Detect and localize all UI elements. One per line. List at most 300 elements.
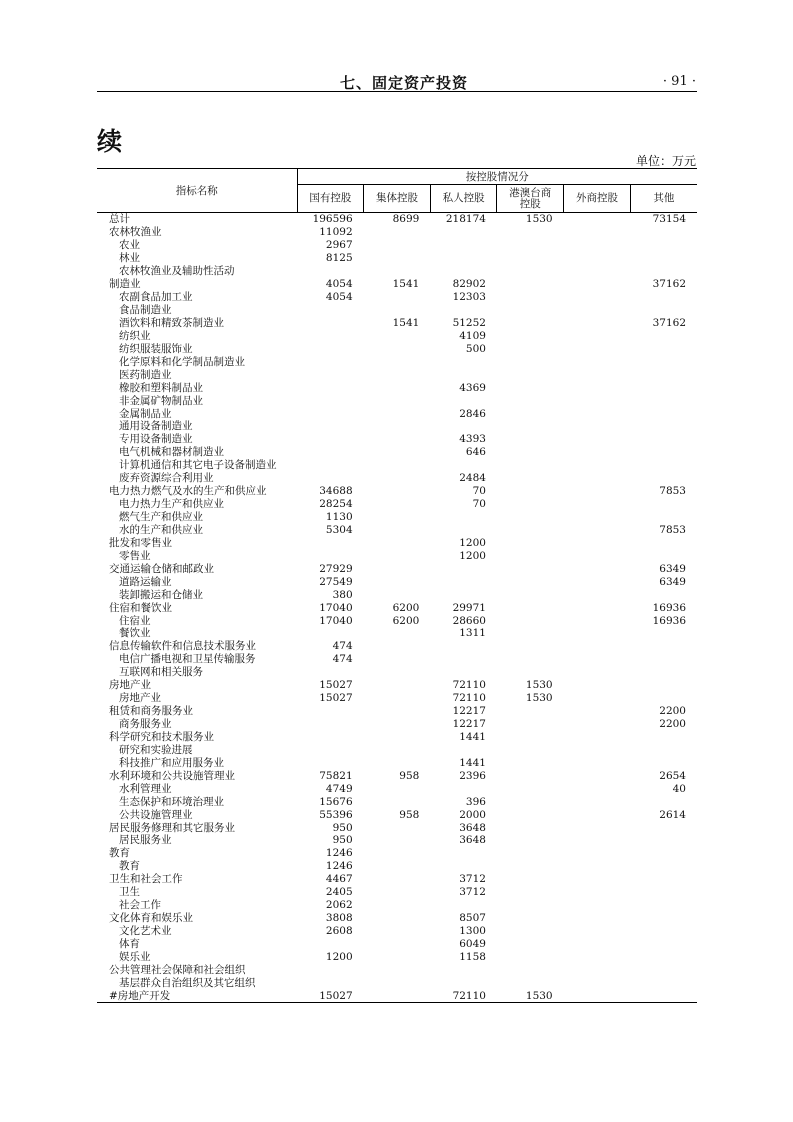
row-label: 农林牧渔业 bbox=[109, 226, 162, 239]
cell-value bbox=[430, 524, 497, 537]
cell-value: 1441 bbox=[459, 756, 486, 769]
cell-value bbox=[564, 653, 631, 666]
cell-value bbox=[364, 795, 431, 808]
cell-value: 40 bbox=[672, 782, 686, 795]
cell-value bbox=[630, 666, 697, 679]
cell-value bbox=[630, 226, 697, 239]
table-row bbox=[97, 588, 697, 601]
cell-value bbox=[630, 679, 697, 692]
table-row bbox=[97, 860, 697, 873]
cell-value: 3648 bbox=[459, 821, 486, 834]
table-row bbox=[97, 304, 697, 317]
cell-value bbox=[497, 394, 564, 407]
row-label: 零售业 bbox=[119, 549, 151, 562]
cell-value bbox=[497, 446, 564, 459]
cell-value bbox=[564, 536, 631, 549]
cell-value bbox=[364, 368, 431, 381]
cell-value bbox=[564, 291, 631, 304]
cell-value bbox=[297, 976, 364, 989]
cell-value bbox=[497, 329, 564, 342]
table-row bbox=[97, 291, 697, 304]
cell-value bbox=[364, 950, 431, 963]
cell-value: 70 bbox=[472, 485, 486, 498]
table-row bbox=[97, 252, 697, 265]
cell-value bbox=[630, 756, 697, 769]
cell-value bbox=[497, 627, 564, 640]
cell-value bbox=[364, 342, 431, 355]
cell-value bbox=[630, 239, 697, 252]
table-row bbox=[97, 769, 697, 782]
cell-value bbox=[430, 782, 497, 795]
table-row bbox=[97, 511, 697, 524]
row-label: 房地产业 bbox=[109, 679, 151, 692]
row-label: 水的生产和供应业 bbox=[119, 523, 203, 536]
row-label: 专用设备制造业 bbox=[119, 433, 193, 446]
cell-value bbox=[630, 588, 697, 601]
table-row bbox=[97, 976, 697, 989]
row-label: 生态保护和环境治理业 bbox=[119, 795, 224, 808]
table-row bbox=[97, 265, 697, 278]
row-label: 公共管理社会保障和社会组织 bbox=[109, 963, 246, 976]
cell-value bbox=[630, 549, 697, 562]
row-label: 林业 bbox=[119, 252, 140, 265]
cell-value: 1200 bbox=[459, 536, 486, 549]
table-row bbox=[97, 743, 697, 756]
cell-value: 15676 bbox=[319, 795, 353, 808]
table-row bbox=[97, 562, 697, 575]
cell-value bbox=[564, 433, 631, 446]
table-row bbox=[97, 795, 697, 808]
cell-value: 1441 bbox=[459, 730, 486, 743]
cell-value: 4109 bbox=[459, 329, 486, 342]
cell-value bbox=[364, 756, 431, 769]
cell-value bbox=[430, 575, 497, 588]
cell-value: 2405 bbox=[325, 886, 353, 899]
cell-value bbox=[564, 588, 631, 601]
cell-value: 27549 bbox=[319, 575, 353, 588]
cell-value bbox=[564, 498, 631, 511]
cell-value: 27929 bbox=[319, 562, 353, 575]
cell-value bbox=[564, 743, 631, 756]
cell-value bbox=[364, 498, 431, 511]
cell-value bbox=[364, 549, 431, 562]
cell-value bbox=[630, 950, 697, 963]
table-row bbox=[97, 317, 697, 330]
table-row bbox=[97, 575, 697, 588]
cell-value bbox=[564, 601, 631, 614]
table-row bbox=[97, 368, 697, 381]
table-row bbox=[97, 808, 697, 821]
table-row bbox=[97, 989, 697, 1002]
cell-value bbox=[430, 976, 497, 989]
cell-value bbox=[497, 640, 564, 653]
table-row bbox=[97, 834, 697, 847]
cell-value bbox=[497, 226, 564, 239]
row-label: 食品制造业 bbox=[119, 304, 172, 317]
column-header: 港澳台商 控股 bbox=[497, 185, 564, 213]
cell-value bbox=[564, 963, 631, 976]
cell-value bbox=[630, 304, 697, 317]
cell-value bbox=[497, 653, 564, 666]
table-row bbox=[97, 355, 697, 368]
cell-value bbox=[497, 498, 564, 511]
table-row bbox=[97, 239, 697, 252]
group-header: 按控股情况分 bbox=[297, 169, 697, 185]
cell-value bbox=[364, 575, 431, 588]
cell-value: 218174 bbox=[445, 213, 486, 226]
cell-value: 500 bbox=[465, 342, 486, 355]
table-row bbox=[97, 640, 697, 653]
table-body bbox=[97, 213, 697, 1003]
cell-value bbox=[497, 860, 564, 873]
column-header: 私人控股 bbox=[430, 185, 497, 213]
cell-value bbox=[364, 692, 431, 705]
cell-value: 6349 bbox=[659, 575, 686, 588]
cell-value bbox=[364, 381, 431, 394]
cell-value bbox=[364, 834, 431, 847]
cell-value: 12303 bbox=[452, 291, 486, 304]
cell-value bbox=[630, 938, 697, 951]
cell-value bbox=[430, 511, 497, 524]
cell-value bbox=[630, 420, 697, 433]
continued-label: 续 bbox=[97, 127, 123, 156]
column-header: 其他 bbox=[630, 185, 697, 213]
table-row bbox=[97, 718, 697, 731]
row-label: 装卸搬运和仓储业 bbox=[119, 588, 203, 601]
cell-value bbox=[430, 847, 497, 860]
cell-value: 3712 bbox=[459, 873, 486, 886]
cell-value bbox=[364, 873, 431, 886]
cell-value bbox=[630, 731, 697, 744]
cell-value bbox=[297, 329, 364, 342]
row-label: 商务服务业 bbox=[119, 718, 172, 731]
cell-value: 8125 bbox=[325, 252, 353, 265]
cell-value: 958 bbox=[399, 808, 420, 821]
cell-value bbox=[564, 860, 631, 873]
cell-value bbox=[630, 433, 697, 446]
cell-value bbox=[497, 756, 564, 769]
table-row bbox=[97, 524, 697, 537]
cell-value: 4369 bbox=[459, 381, 486, 394]
row-label: 通用设备制造业 bbox=[119, 420, 193, 433]
cell-value bbox=[497, 666, 564, 679]
cell-value bbox=[497, 549, 564, 562]
table-row bbox=[97, 342, 697, 355]
cell-value: 12217 bbox=[452, 718, 486, 731]
table-row bbox=[97, 899, 697, 912]
cell-value bbox=[497, 782, 564, 795]
table-row bbox=[97, 912, 697, 925]
cell-value bbox=[564, 485, 631, 498]
cell-value: 70 bbox=[472, 498, 486, 511]
row-label: 电力热力燃气及水的生产和供应业 bbox=[109, 485, 267, 498]
cell-value bbox=[564, 912, 631, 925]
cell-value bbox=[630, 640, 697, 653]
table-row bbox=[97, 407, 697, 420]
cell-value bbox=[497, 886, 564, 899]
cell-value bbox=[564, 575, 631, 588]
cell-value bbox=[297, 705, 364, 718]
row-label: 居民服务业 bbox=[119, 834, 172, 847]
cell-value bbox=[497, 588, 564, 601]
cell-value bbox=[630, 511, 697, 524]
cell-value: 1530 bbox=[525, 213, 553, 226]
cell-value bbox=[630, 989, 697, 1002]
cell-value bbox=[364, 524, 431, 537]
cell-value bbox=[630, 795, 697, 808]
cell-value bbox=[497, 562, 564, 575]
cell-value bbox=[630, 976, 697, 989]
cell-value: 1158 bbox=[459, 950, 486, 963]
cell-value bbox=[497, 304, 564, 317]
cell-value bbox=[297, 265, 364, 278]
table-row bbox=[97, 782, 697, 795]
cell-value: 72110 bbox=[452, 989, 486, 1002]
cell-value bbox=[564, 317, 631, 330]
cell-value bbox=[430, 640, 497, 653]
cell-value bbox=[497, 963, 564, 976]
cell-value bbox=[564, 666, 631, 679]
cell-value bbox=[564, 278, 631, 291]
cell-value bbox=[497, 847, 564, 860]
cell-value bbox=[297, 459, 364, 472]
cell-value bbox=[564, 627, 631, 640]
cell-value bbox=[364, 821, 431, 834]
cell-value bbox=[564, 769, 631, 782]
cell-value: 4054 bbox=[325, 278, 353, 291]
cell-value bbox=[630, 925, 697, 938]
cell-value bbox=[497, 925, 564, 938]
cell-value bbox=[497, 407, 564, 420]
cell-value bbox=[497, 795, 564, 808]
cell-value bbox=[364, 252, 431, 265]
cell-value bbox=[564, 614, 631, 627]
cell-value bbox=[630, 743, 697, 756]
cell-value bbox=[430, 743, 497, 756]
cell-value bbox=[297, 407, 364, 420]
cell-value: 75821 bbox=[319, 769, 353, 782]
column-header: 国有控股 bbox=[297, 185, 364, 213]
cell-value bbox=[430, 304, 497, 317]
cell-value: 73154 bbox=[652, 213, 686, 226]
cell-value: 16936 bbox=[652, 601, 686, 614]
cell-value: 2200 bbox=[659, 718, 686, 731]
cell-value bbox=[564, 756, 631, 769]
cell-value bbox=[564, 549, 631, 562]
cell-value bbox=[497, 899, 564, 912]
cell-value: 1541 bbox=[392, 316, 420, 329]
cell-value bbox=[364, 847, 431, 860]
cell-value bbox=[297, 743, 364, 756]
table-row bbox=[97, 950, 697, 963]
row-label: 电力热力生产和供应业 bbox=[119, 498, 224, 511]
row-label: 非金属矿物制品业 bbox=[119, 394, 203, 407]
cell-value bbox=[630, 963, 697, 976]
cell-value bbox=[364, 925, 431, 938]
cell-value: 34688 bbox=[319, 485, 353, 498]
cell-value bbox=[430, 239, 497, 252]
row-label: 电气机械和器材制造业 bbox=[119, 446, 224, 459]
cell-value bbox=[630, 692, 697, 705]
cell-value bbox=[364, 782, 431, 795]
table-row bbox=[97, 459, 697, 472]
cell-value bbox=[564, 834, 631, 847]
table-row bbox=[97, 886, 697, 899]
cell-value: 958 bbox=[399, 769, 420, 782]
row-label: 公共设施管理业 bbox=[119, 808, 193, 821]
cell-value bbox=[297, 472, 364, 485]
cell-value bbox=[297, 446, 364, 459]
cell-value: 6200 bbox=[392, 601, 420, 614]
cell-value bbox=[364, 446, 431, 459]
cell-value bbox=[297, 368, 364, 381]
cell-value bbox=[564, 562, 631, 575]
cell-value bbox=[630, 860, 697, 873]
cell-value bbox=[564, 252, 631, 265]
cell-value bbox=[297, 938, 364, 951]
cell-value bbox=[497, 769, 564, 782]
cell-value bbox=[297, 549, 364, 562]
table-row bbox=[97, 938, 697, 951]
table-row bbox=[97, 329, 697, 342]
row-label: 电信广播电视和卫星传输服务 bbox=[119, 653, 256, 666]
cell-value bbox=[364, 640, 431, 653]
cell-value: 2967 bbox=[325, 239, 353, 252]
investment-table bbox=[97, 168, 697, 1003]
row-label: 科学研究和技术服务业 bbox=[109, 730, 214, 743]
row-label: 卫生和社会工作 bbox=[109, 873, 183, 886]
row-label: 道路运输业 bbox=[119, 575, 172, 588]
cell-value bbox=[364, 485, 431, 498]
cell-value: 15027 bbox=[319, 692, 353, 705]
cell-value bbox=[497, 291, 564, 304]
cell-value bbox=[497, 420, 564, 433]
cell-value: 7853 bbox=[659, 523, 686, 536]
row-label: 纺织服装服饰业 bbox=[119, 342, 193, 355]
cell-value: 396 bbox=[465, 795, 486, 808]
cell-value bbox=[630, 381, 697, 394]
cell-value: 1300 bbox=[459, 925, 486, 938]
cell-value bbox=[564, 420, 631, 433]
row-label: 批发和零售业 bbox=[109, 536, 172, 549]
row-label: 医药制造业 bbox=[119, 368, 172, 381]
cell-value: 2484 bbox=[459, 472, 486, 485]
row-label: 文化体育和娱乐业 bbox=[109, 912, 193, 925]
cell-value bbox=[297, 317, 364, 330]
cell-value bbox=[364, 394, 431, 407]
cell-value bbox=[364, 511, 431, 524]
cell-value: 380 bbox=[332, 588, 353, 601]
table-row bbox=[97, 756, 697, 769]
row-label: 餐饮业 bbox=[119, 627, 151, 640]
cell-value bbox=[497, 614, 564, 627]
cell-value bbox=[564, 407, 631, 420]
cell-value bbox=[497, 718, 564, 731]
cell-value bbox=[364, 653, 431, 666]
cell-value bbox=[630, 899, 697, 912]
unit-label: 单位：万元 bbox=[635, 154, 696, 168]
row-label: 卫生 bbox=[119, 886, 140, 899]
cell-value bbox=[630, 873, 697, 886]
cell-value bbox=[297, 627, 364, 640]
cell-value: 2062 bbox=[325, 899, 353, 912]
table-header bbox=[97, 169, 697, 213]
table-row bbox=[97, 381, 697, 394]
cell-value bbox=[497, 472, 564, 485]
cell-value bbox=[630, 342, 697, 355]
cell-value bbox=[564, 679, 631, 692]
cell-value: 28660 bbox=[452, 614, 486, 627]
cell-value bbox=[497, 252, 564, 265]
cell-value bbox=[497, 355, 564, 368]
cell-value bbox=[630, 627, 697, 640]
table-row bbox=[97, 601, 697, 614]
table-row bbox=[97, 847, 697, 860]
table-row bbox=[97, 226, 697, 239]
table-row bbox=[97, 498, 697, 511]
cell-value: 2654 bbox=[659, 769, 686, 782]
cell-value bbox=[564, 808, 631, 821]
row-label: 酒饮料和精致茶制造业 bbox=[119, 316, 224, 329]
cell-value bbox=[564, 239, 631, 252]
cell-value bbox=[564, 524, 631, 537]
cell-value bbox=[364, 588, 431, 601]
cell-value bbox=[364, 536, 431, 549]
row-label: 燃气生产和供应业 bbox=[119, 511, 203, 524]
table-row bbox=[97, 433, 697, 446]
cell-value bbox=[364, 718, 431, 731]
cell-value bbox=[297, 342, 364, 355]
cell-value: 3808 bbox=[325, 912, 353, 925]
cell-value bbox=[630, 653, 697, 666]
cell-value bbox=[364, 239, 431, 252]
cell-value bbox=[497, 536, 564, 549]
cell-value bbox=[630, 886, 697, 899]
cell-value: 15027 bbox=[319, 679, 353, 692]
cell-value bbox=[430, 394, 497, 407]
cell-value bbox=[564, 265, 631, 278]
cell-value bbox=[297, 731, 364, 744]
row-label: 住宿和餐饮业 bbox=[109, 601, 172, 614]
cell-value bbox=[630, 329, 697, 342]
cell-value bbox=[364, 355, 431, 368]
row-label: 农林牧渔业及辅助性活动 bbox=[119, 265, 235, 278]
cell-value bbox=[497, 873, 564, 886]
cell-value bbox=[630, 847, 697, 860]
cell-value: 12217 bbox=[452, 705, 486, 718]
cell-value bbox=[430, 355, 497, 368]
cell-value bbox=[430, 459, 497, 472]
cell-value bbox=[564, 989, 631, 1002]
cell-value: 2200 bbox=[659, 705, 686, 718]
cell-value bbox=[497, 976, 564, 989]
cell-value: 1246 bbox=[325, 847, 353, 860]
cell-value: 4393 bbox=[459, 433, 486, 446]
cell-value: 8699 bbox=[392, 213, 420, 226]
cell-value bbox=[564, 459, 631, 472]
cell-value bbox=[364, 304, 431, 317]
cell-value bbox=[564, 304, 631, 317]
cell-value bbox=[364, 226, 431, 239]
cell-value: 2846 bbox=[459, 407, 486, 420]
cell-value bbox=[497, 950, 564, 963]
cell-value bbox=[630, 252, 697, 265]
cell-value: 950 bbox=[332, 834, 353, 847]
cell-value bbox=[564, 731, 631, 744]
cell-value bbox=[497, 601, 564, 614]
cell-value bbox=[564, 226, 631, 239]
cell-value: 1200 bbox=[325, 950, 353, 963]
